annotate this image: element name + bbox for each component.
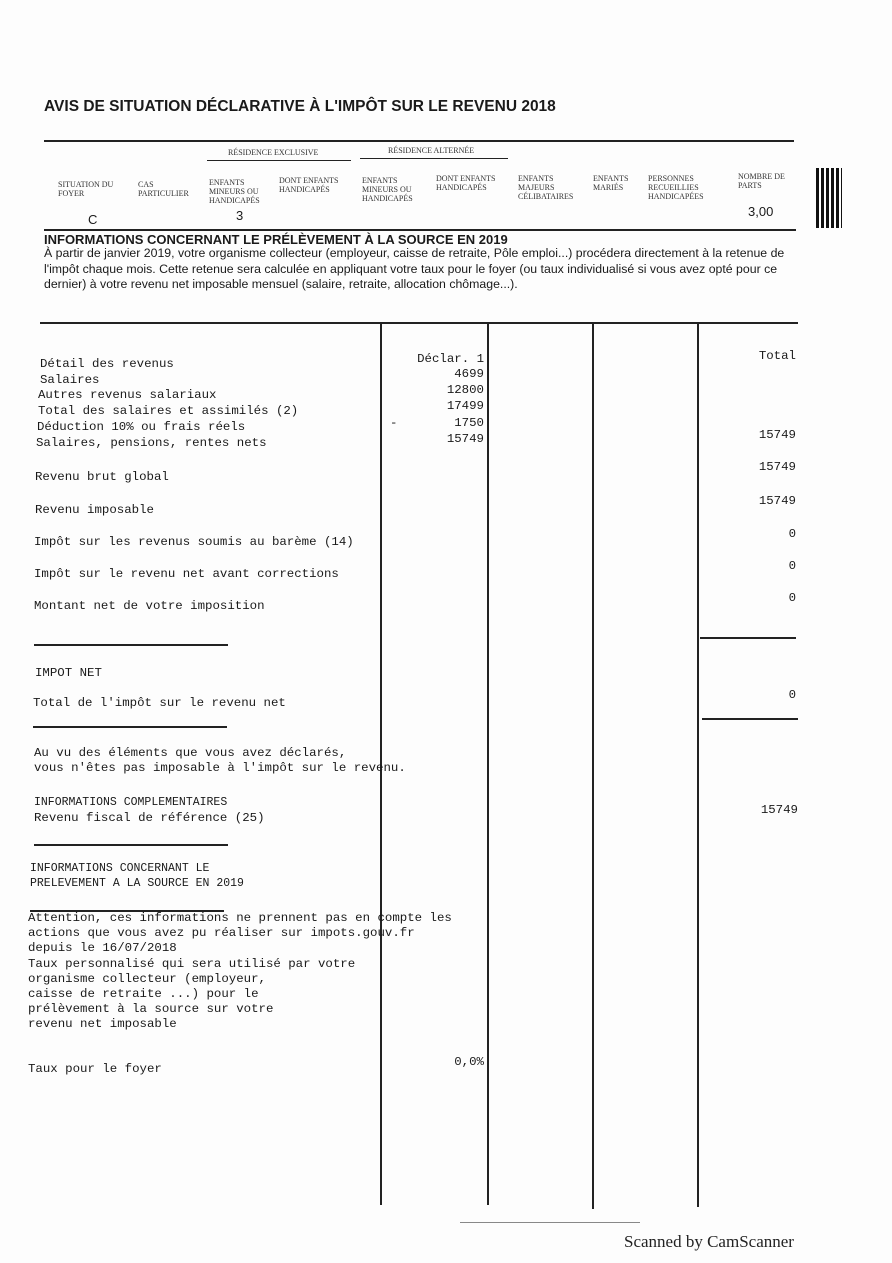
col-majeurs: ENFANTS MAJEURS CÉLIBATAIRES (518, 174, 574, 201)
row-label: Montant net de votre imposition (34, 599, 265, 613)
attention-line: revenu net imposable (28, 1017, 177, 1031)
column-line (697, 323, 699, 1207)
decl-value: 1750 (454, 416, 484, 430)
minus-sign: - (390, 416, 398, 430)
non-imposable-line: vous n'êtes pas imposable à l'impôt sur le revenu. (34, 761, 406, 775)
total-value: 0 (788, 559, 796, 573)
col-parts: NOMBRE DE PARTS (738, 172, 785, 190)
group-exclusive: RÉSIDENCE EXCLUSIVE (228, 148, 319, 157)
pas-title-line: PRELEVEMENT A LA SOURCE EN 2019 (30, 877, 244, 890)
divider (34, 644, 228, 646)
col-recueillies: PERSONNES RECUEILLIES HANDICAPÉES (648, 174, 704, 201)
divider (34, 844, 228, 846)
divider (44, 229, 796, 231)
divider (44, 140, 794, 142)
detail-line: Autres revenus salariaux (38, 388, 217, 402)
total-value: 15749 (758, 460, 796, 474)
attention-line: actions que vous avez pu réaliser sur impots.gouv.fr (28, 926, 415, 940)
attention-line: Attention, ces informations ne prennent pas en compte les (28, 911, 452, 925)
col-cas: CAS PARTICULIER (138, 180, 189, 198)
taux-label: Taux pour le foyer (28, 1062, 162, 1076)
row-label: Revenu brut global (35, 470, 169, 484)
attention-line: Taux personnalisé qui sera utilisé par votre (28, 957, 356, 971)
col-situation: SITUATION DU FOYER (58, 180, 114, 198)
row-label: Revenu imposable (35, 503, 154, 517)
column-line (487, 323, 489, 1205)
decl-header: Déclar. 1 (417, 352, 484, 366)
total-impot-label: Total de l'impôt sur le revenu net (33, 696, 286, 710)
impot-net-label: IMPOT NET (35, 666, 102, 680)
pas-title-line: INFORMATIONS CONCERNANT LE (30, 862, 210, 875)
attention-line: prélèvement à la source sur votre (28, 1002, 274, 1016)
divider (700, 637, 796, 639)
detail-line: Déduction 10% ou frais réels (37, 420, 246, 434)
detail-line: Total des salaires et assimilés (2) (38, 404, 299, 418)
detail-line: Salaires (40, 373, 100, 387)
total-header: Total (758, 349, 796, 363)
scanner-watermark: Scanned by CamScanner (624, 1232, 794, 1251)
column-line (592, 323, 594, 1209)
total-impot-value: 0 (788, 688, 796, 702)
total-value: 0 (788, 591, 796, 605)
col-enfants-alt: ENFANTS MINEURS OU HANDICAPÉS (362, 176, 413, 203)
pas-heading: INFORMATIONS CONCERNANT LE PRÉLÈVEMENT À LA SOURCE EN 2019 (44, 232, 508, 247)
total-value: 15749 (758, 494, 796, 508)
detail-line: Détail des revenus (40, 357, 174, 371)
attention-line: caisse de retraite ...) pour le (28, 987, 259, 1001)
enfants-value: 3 (236, 208, 244, 223)
rfr-label: Revenu fiscal de référence (25) (34, 811, 265, 825)
divider (33, 726, 227, 728)
divider (360, 158, 508, 159)
rfr-value: 15749 (760, 803, 798, 817)
decl-value: 15749 (446, 432, 484, 446)
decl-value: 12800 (446, 383, 484, 397)
row-label: Impôt sur les revenus soumis au barème (14) (34, 535, 354, 549)
page-title: AVIS DE SITUATION DÉCLARATIVE À L'IMPÔT SUR LE REVENU 2018 (44, 98, 556, 115)
attention-line: organisme collecteur (employeur, (28, 972, 266, 986)
col-enfants-excl: ENFANTS MINEURS OU HANDICAPÉS (209, 178, 260, 205)
divider (207, 160, 351, 161)
col-handi-alt: DONT ENFANTS HANDICAPÉS (436, 174, 496, 192)
non-imposable-line: Au vu des éléments que vous avez déclarés, (34, 746, 347, 760)
divider (460, 1222, 640, 1223)
col-handi-excl: DONT ENFANTS HANDICAPÉS (279, 176, 339, 194)
decl-value: 4699 (454, 367, 484, 381)
divider (40, 322, 798, 324)
attention-line: depuis le 16/07/2018 (28, 941, 177, 955)
taux-value: 0,0% (454, 1055, 484, 1069)
situation-value: C (88, 212, 98, 227)
total-value: 0 (788, 527, 796, 541)
info-comp-label: INFORMATIONS COMPLEMENTAIRES (34, 796, 228, 809)
row-label: Impôt sur le revenu net avant corrections (34, 567, 339, 581)
total-value: 15749 (758, 428, 796, 442)
pas-text: À partir de janvier 2019, votre organisme collecteur (employeur, caisse de retraite, Pôle emploi...) procédera directement à la retenue de l'impôt chaque mois. Cette retenue sera calculée en appliquant votre taux pour le foyer (ou taux individualisé si vous avez opté pour ce dernier) à votre revenu net imposable mensuel (salaire, retraite, allocation chômage...). (44, 246, 785, 291)
group-alternate: RÉSIDENCE ALTERNÉE (388, 146, 475, 155)
qr-code (816, 168, 842, 228)
detail-line: Salaires, pensions, rentes nets (36, 436, 267, 450)
parts-value: 3,00 (748, 204, 774, 219)
col-maries: ENFANTS MARIÉS (593, 174, 629, 192)
divider (702, 718, 798, 720)
decl-value: 17499 (446, 399, 484, 413)
